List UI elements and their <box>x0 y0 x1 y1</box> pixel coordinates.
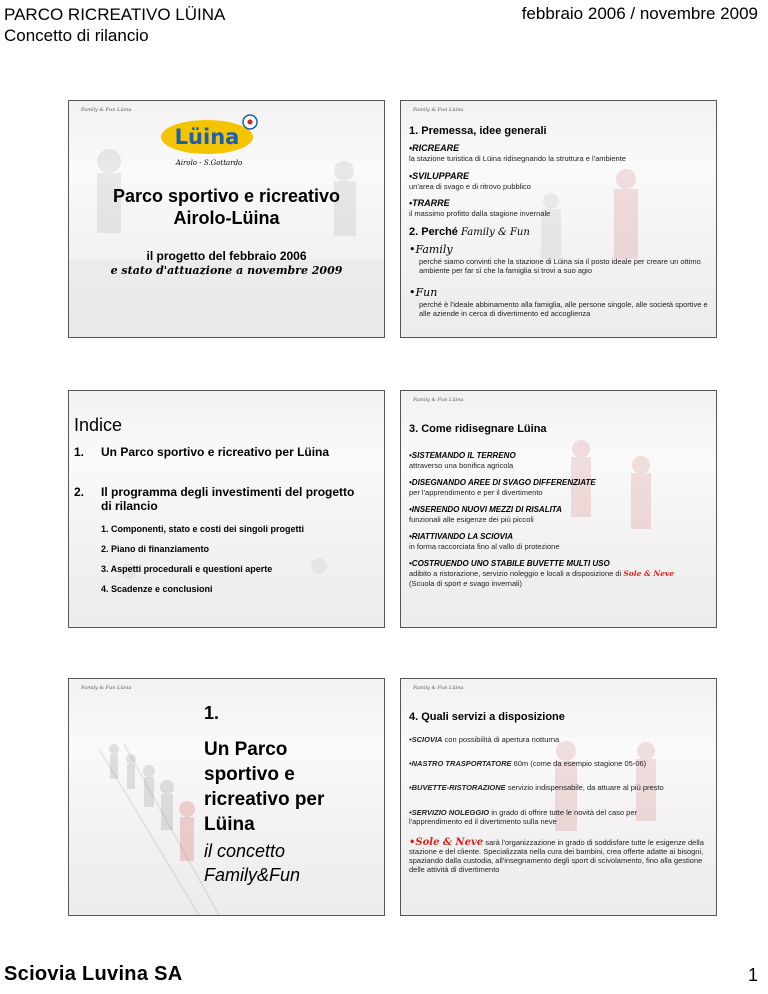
header-left <box>4 4 225 46</box>
slide1-subtitle-2: e stato d'attuazione a novembre 2009 <box>110 264 343 277</box>
service-label: •SERVIZIO NOLEGGIO <box>409 808 490 817</box>
heading2-part-b: Family & Fun <box>460 227 530 238</box>
item-label: •COSTRUENDO UNO STABILE BUVETTE MULTI USO <box>409 559 610 568</box>
slide3-title: Indice <box>74 415 123 435</box>
slide-4 <box>400 390 717 628</box>
logo-caption: Airolo - S.Gottardo <box>175 159 243 167</box>
slide-3 <box>68 390 385 628</box>
service-item <box>409 783 709 792</box>
index-entry: Il programma degli investimenti del progetto di rilancio <box>101 485 355 513</box>
item-desc-text: adibito a ristorazione, servizio noleggio e locali a disposizione di <box>409 569 622 578</box>
slide-tag: Family & Fun Lüina <box>413 397 464 403</box>
service-desc: in grado di offrire tutte le novità del caso per l'apprendimento ed il divertimento sulla neve <box>409 808 638 826</box>
index-subentry: 2. Piano di finanziamento <box>101 544 210 554</box>
slide-tag: Family & Fun Lüina <box>81 107 132 113</box>
index-num: 1. <box>74 445 85 459</box>
item-label: •RICREARE <box>409 143 460 153</box>
index-subentry: 1. Componenti, stato e costi dei singoli progetti <box>101 524 305 534</box>
org-name: PARCO RICREATIVO LÜINA <box>4 5 226 24</box>
slide5-concept: il concetto Family&Fun <box>204 841 301 885</box>
slide4-heading: 3. Come ridisegnare Lüina <box>409 423 547 435</box>
service-desc: servizio indispensabile, da attuare al più presto <box>505 783 664 792</box>
item-label: •RIATTIVANDO LA SCIOVIA <box>409 532 513 541</box>
index-entry: Un Parco sportivo e ricreativo per Lüina <box>101 445 330 459</box>
item-desc-2: (Scuola di sport e svago invernali) <box>409 579 522 588</box>
service-desc: sarà l'organizzazione in grado di soddisfare tutte le esigenze della stazione e del cliente. Specializzata nella cura dei bambini, crea offerte adatte ai bisogni, spaziando dalla custodia, all'insegnamento degli sport di scivolamento, fino alla gestione delle attività di divertimento <box>409 838 704 874</box>
item-desc: la stazione turistica di Lüina ridisegnando la struttura e l'ambiente <box>409 154 626 163</box>
slide1-title <box>69 185 384 229</box>
header-dates: febbraio 2006 / novembre 2009 <box>521 4 758 23</box>
heading2-part-a: 2. Perché <box>409 226 458 238</box>
item-label: •INSERENDO NUOVI MEZZI DI RISALITA <box>409 505 562 514</box>
luina-logo <box>153 113 263 161</box>
slide-5 <box>68 678 385 916</box>
item-desc: in forma raccorciata fino al vallo di protezione <box>409 542 560 551</box>
fun-desc: perché è l'ideale abbinamento alla famiglia, alle persone singole, alle società sportive e alle aziende in cerca di divertimento ed accoglienza <box>419 300 708 318</box>
footer-company: Sciovia Luvina SA <box>4 963 183 985</box>
slide1-subtitle: il progetto del febbraio 2006 <box>146 249 307 263</box>
item-desc: per l'apprendimento e per il divertimento <box>409 488 543 497</box>
service-label: •BUVETTE-RISTORAZIONE <box>409 783 506 792</box>
item-label: •TRARRE <box>409 198 450 208</box>
index-subentry: 4. Scadenze e conclusioni <box>101 584 213 594</box>
index-num: 2. <box>74 485 85 499</box>
item-label: •DISEGNANDO AREE DI SVAGO DIFFERENZIATE <box>409 478 596 487</box>
slide2-heading2 <box>409 226 530 238</box>
service-desc: con possibilità di apertura notturna <box>442 735 560 744</box>
service-item <box>409 808 689 826</box>
service-desc: 60m (come da esempio stagione 05-06) <box>511 759 647 768</box>
item-label: •SISTEMANDO IL TERRENO <box>409 451 516 460</box>
item-desc <box>409 569 714 578</box>
slide-tag: Family & Fun Lüina <box>413 685 464 691</box>
slide5-number: 1. <box>204 703 220 723</box>
page-number: 1 <box>747 965 758 985</box>
slide-tag: Family & Fun Lüina <box>81 685 132 691</box>
svg-text:Lüina: Lüina <box>174 125 240 149</box>
family-desc: perché siamo convinti che la stazione di Lüina sia il posto ideale per creare un ottimo ambiente per far sì che la famiglia si trovi a suo agio <box>419 257 701 275</box>
slide6-heading: 4. Quali servizi a disposizione <box>409 711 565 723</box>
item-desc: un'area di svago e di ritrovo pubblico <box>409 182 531 191</box>
slide5-title: Un Parco sportivo e ricreativo per Lüina <box>204 739 325 835</box>
doc-subtitle: Concetto di rilancio <box>4 26 149 45</box>
item-desc: funzionali alle esigenze dei più piccoli <box>409 515 534 524</box>
slide-2 <box>400 100 717 338</box>
service-label: •SCIOVIA <box>409 735 443 744</box>
family-label: •Family <box>409 243 453 256</box>
slide2-heading: 1. Premessa, idee generali <box>409 125 547 137</box>
fun-label: •Fun <box>409 286 438 299</box>
slide-6 <box>400 678 717 916</box>
slide1-title-line2: Airolo-Lüina <box>173 208 280 228</box>
item-desc: il massimo profitto dalla stagione invernale <box>409 209 551 218</box>
item-label: •SVILUPPARE <box>409 171 469 181</box>
index-subentry: 3. Aspetti procedurali e questioni aperte <box>101 564 273 574</box>
item-desc: attraverso una bonifica agricola <box>409 461 514 470</box>
service-item <box>409 838 709 874</box>
sole-neve-label: •Sole & Neve <box>409 837 484 848</box>
service-item <box>409 735 709 744</box>
service-label: •NASTRO TRASPORTATORE <box>409 759 512 768</box>
sole-neve-name: Sole & Neve <box>623 569 675 578</box>
slide-1 <box>68 100 385 338</box>
slide-tag: Family & Fun Lüina <box>413 107 464 113</box>
slide1-title-line1: Parco sportivo e ricreativo <box>112 186 341 206</box>
service-item <box>409 759 709 768</box>
